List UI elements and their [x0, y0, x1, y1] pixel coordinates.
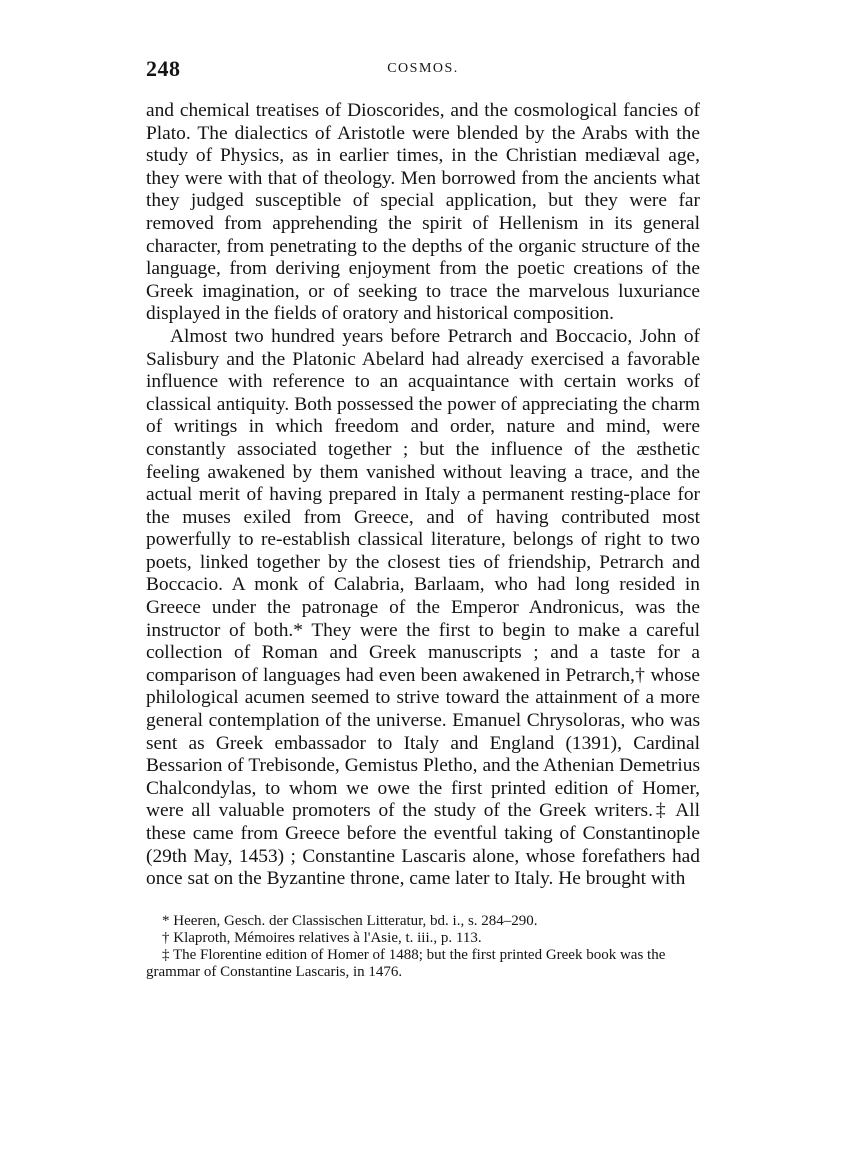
- footnote-homer-edition: ‡ The Florentine edition of Homer of 1488; but the first printed Greek book was the grammar of Constantine Lascaris, in 1476.: [146, 946, 666, 980]
- paragraph-petrarch-boccacio: Almost two hundred years before Petrarch and Boccacio, John of Salisbury and the Platonic Abelard had already exercised a favorable influence with reference to an acquaintance with certain works of classical antiquity. Both possessed the power of appreciating the charm of writings in which freedom and order, nature and mind, were constantly associated together ; but the influence of the æsthetic feeling awakened by them vanished without leaving a trace, and the actual merit of having prepared in Italy a permanent resting-place for the muses exiled from Greece, and of having contributed most powerfully to re-establish classical literature, belongs of right to two poets, linked together by the closest ties of friendship, Petrarch and Boccacio. A monk of Calabria, Barlaam, who had long resided in Greece under the patronage of the Emperor Andronicus, was the instructor of both.* They were the first to begin to make a careful collection of Roman and Greek manuscripts ; and a taste for a comparison of languages had even been awakened in Petrarch,† whose philological acumen seemed to strive toward the attainment of a more general contemplation of the universe. Emanuel Chrysoloras, who was sent as Greek embassador to Italy and England (1391), Cardinal Bessarion of Trebisonde, Gemistus Pletho, and the Athenian Demetrius Chalcondylas, to whom we owe the first printed edition of Homer, were all valuable promoters of the study of the Greek writers.‡ All these came from Greece before the eventful taking of Constantinople (29th May, 1453) ; Constantine Lascaris alone, whose forefathers had once sat on the Byzantine throne, came later to Italy. He brought with: [146, 325, 700, 890]
- paragraph-continued: and chemical treatises of Dioscorides, and the cosmological fancies of Plato. The dialectics of Aristotle were blended by the Arabs with the study of Physics, as in earlier times, in the Christian mediæval age, they were with that of theology. Men borrowed from the ancients what they judged susceptible of special application, but they were far removed from apprehending the spirit of Hellenism in its general character, from penetrating to the depths of the organic structure of the language, from deriving enjoyment from the poetic creations of the Greek imagination, or of seeking to trace the marvelous luxuriance displayed in the fields of oratory and historical composition.: [146, 100, 700, 325]
- running-head: [146, 56, 700, 86]
- running-title: COSMOS.: [387, 61, 459, 76]
- footnotes: [146, 913, 700, 981]
- body-text: [146, 100, 700, 891]
- footnote-klaproth: † Klaproth, Mémoires relatives à l'Asie, t. iii., p. 113.: [162, 929, 482, 946]
- page-number: 248: [146, 56, 181, 81]
- footnote-heeren: * Heeren, Gesch. der Classischen Litteratur, bd. i., s. 284–290.: [162, 912, 538, 929]
- book-page: [146, 56, 700, 981]
